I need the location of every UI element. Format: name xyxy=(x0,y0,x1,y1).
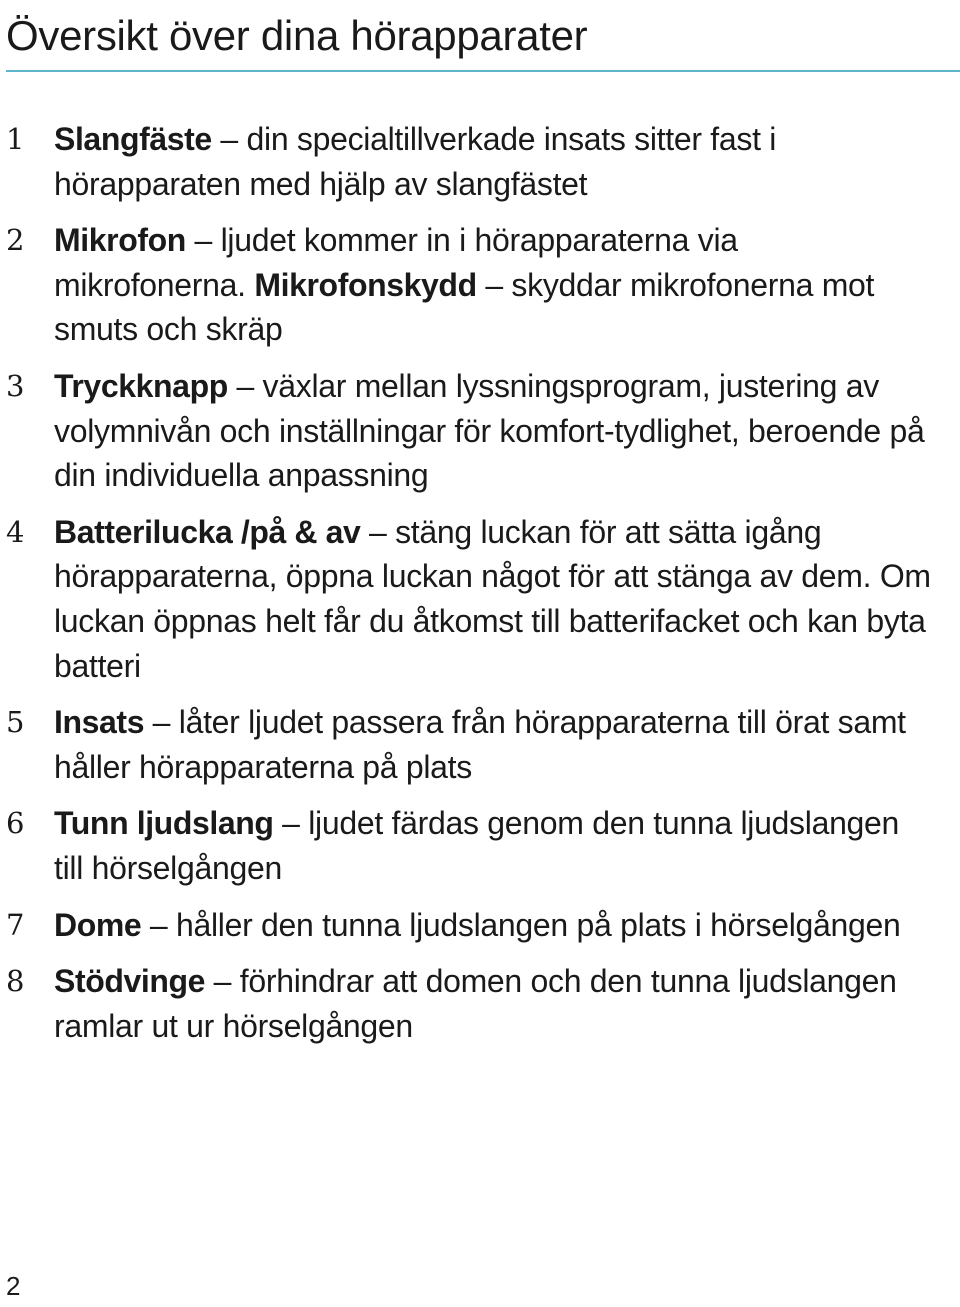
list-item xyxy=(0,801,934,890)
item-term: Tunn ljudslang xyxy=(54,805,274,842)
item-number: 7 xyxy=(6,907,25,942)
item-term: Stödvinge xyxy=(54,963,206,1000)
item-term: Mikrofon xyxy=(54,222,186,259)
item-number: 6 xyxy=(6,806,25,841)
list-item xyxy=(0,903,934,948)
item-description: – ljudet kommer in i hörapparaterna via mikrofonerna. xyxy=(54,222,738,303)
list-item xyxy=(0,700,934,789)
item-term: Dome xyxy=(54,906,142,943)
item-number: 8 xyxy=(6,964,25,999)
list-item xyxy=(0,959,934,1048)
item-number: 3 xyxy=(6,368,25,403)
item-number: 5 xyxy=(6,705,25,740)
item-description: – ljudet färdas genom den tunna ljudslangen till hörselgången xyxy=(54,805,900,886)
page-number: 2 xyxy=(6,1271,21,1301)
item-description: – förhindrar att domen och den tunna ljudslangen ramlar ut ur hörselgången xyxy=(54,963,897,1044)
item-description: – växlar mellan lyssningsprogram, justering av volymnivån och inställningar för komfort-tydlighet, beroende på din individuella anpassning xyxy=(54,367,925,494)
item-number: 4 xyxy=(6,514,25,549)
item-description: – låter ljudet passera från hörapparaterna till örat samt håller hörapparaterna på plats xyxy=(54,704,906,785)
item-description: – din specialtillverkade insats sitter fast i hörapparaten med hjälp av slangfästet xyxy=(54,121,777,202)
item-term: Batterilucka /på & av xyxy=(54,513,361,550)
component-list xyxy=(0,117,960,1060)
item-description-secondary: – skyddar mikrofonerna mot smuts och skräp xyxy=(54,266,875,348)
item-term: Slangfäste xyxy=(54,121,212,157)
item-term: Insats xyxy=(54,704,145,741)
item-term: Tryckknapp xyxy=(54,367,228,404)
item-number: 1 xyxy=(6,122,25,156)
list-item xyxy=(0,117,934,206)
list-item xyxy=(0,364,934,498)
item-term-secondary: Mikrofonskydd xyxy=(254,266,477,303)
list-item xyxy=(0,510,934,688)
title-divider xyxy=(6,70,960,72)
item-description: – håller den tunna ljudslangen på plats i hörselgången xyxy=(141,906,901,943)
list-item xyxy=(0,218,934,352)
page-title: Översikt över dina hörapparater xyxy=(6,12,588,59)
item-number: 2 xyxy=(6,223,25,258)
item-description: – stäng luckan för att sätta igång hörapparaterna, öppna luckan något för att stänga av dem. Om luckan öppnas helt får du åtkomst till batterifacket och kan byta batteri xyxy=(54,513,931,684)
